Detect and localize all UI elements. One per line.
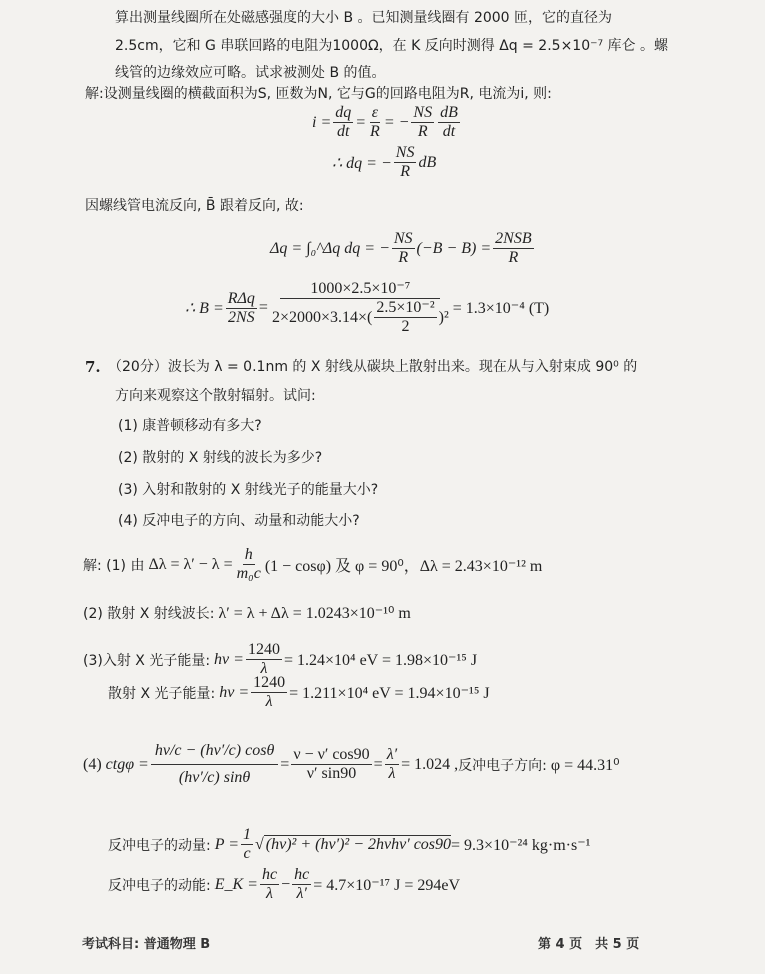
numerator: RΔq [227,289,255,307]
denominator: R [398,249,409,266]
numerator: 1240 [253,674,286,691]
denominator: dt [442,123,456,140]
equation-B [185,280,549,336]
denominator: λ′ [296,885,307,902]
page-number: 第 4 页 共 5 页 [538,937,640,952]
denominator: 2 [401,318,410,335]
eq-text: = 9.3×10⁻²⁴ kg·m·s⁻¹ [451,836,591,854]
eq-text: 反冲电子方向: [458,757,547,774]
eq-text: ctgφ = [105,755,149,773]
problem-line: 2.5cm，它和 G 串联回路的电阻为1000Ω，在 K 反向时测得 Δq = 2.5×10⁻⁷ 库仑 。螺 [115,38,669,54]
denominator: R [400,163,410,180]
numerator: dq [335,104,352,121]
solution-4 [83,738,620,791]
eq-text: (−B − B) = [416,239,492,257]
denominator: ν′ sin90 [306,765,357,782]
problem-line: （20分）波长为 λ = 0.1nm 的 X 射线从碳块上散射出来。现在从与入射束成 90⁰ 的 [108,359,638,375]
denominator: R [508,249,519,266]
eq-text: (2) 散射 X 射线波长: [83,606,215,622]
numerator: hc [294,866,310,883]
eq-text: = [258,299,268,316]
denominator: 2NS [228,308,255,326]
numerator: ε [371,104,379,121]
denominator: (hν′/c) sinθ [178,769,251,786]
problem-line: 线管的边缘效应可略。试求被测处 B 的值。 [115,65,386,81]
eq-text: )² [438,308,449,326]
eq-text: φ = 44.31⁰ [550,756,620,774]
exam-subject: 考试科目: 普通物理 B [82,937,211,952]
numerator: NS [395,144,415,161]
solution-3a [83,641,477,678]
eq-text: − [281,875,291,893]
question-item: (4) 反冲电子的方向、动量和动能大小? [118,513,360,529]
numerator: h [244,546,253,563]
recoil-kinetic-energy [108,866,460,903]
denominator: dt [337,123,350,140]
denominator: R [417,123,428,140]
numerator: 2.5×10⁻² [376,299,435,316]
numerator: 2NSB [495,230,532,247]
denominator [270,299,451,336]
denominator: λ [388,765,396,782]
eq-text: 反冲电子的动能: [108,877,211,894]
eq-text: = 4.7×10⁻¹⁷ J = 294eV [313,876,460,894]
eq-text: ∴ B = [185,300,224,317]
eq-text: = − [383,113,410,131]
denominator: c [243,845,251,862]
numerator: NS [413,104,433,121]
eq-text: E_K = [214,875,258,893]
denominator: λ [265,693,273,710]
eq-text: = [373,755,383,773]
eq-text: P = [214,835,239,853]
numerator: hc [261,866,278,883]
numerator: dB [440,104,458,121]
denominator: λ [266,885,273,902]
numerator: 1 [243,826,251,843]
question-item: (2) 散射的 X 射线的波长为多少? [118,450,323,466]
equation-delta-q [270,230,536,267]
eq-text: = 1.024 , [401,755,459,773]
eq-text: = 1.211×10⁴ eV = 1.94×10⁻¹⁵ J [289,684,490,702]
problem-number: 7. [85,358,101,376]
recoil-momentum: 反冲电子的动量: P = $\frac{1}{c}$ √ (hν)² + (hν′)² − 2hνhν′ cos90 = 9.3×10⁻²⁴ kg·m·s⁻¹ [108,826,591,862]
eq-text: (1 − cosφ) 及 φ = 90⁰，Δλ = 2.43×10⁻¹² m [264,558,543,575]
solution-3b [108,674,490,711]
denominator: R [370,123,380,140]
problem-line: 算出测量线圈所在处磁感强度的大小 B 。已知测量线圈有 2000 匝，它的直径为 [115,10,613,26]
numerator: 1000×2.5×10⁻⁷ [280,280,440,299]
denominator: m₀c [236,565,261,582]
equation-dq [332,144,436,181]
eq-text: = 1.24×10⁴ eV = 1.98×10⁻¹⁵ J [283,651,478,669]
eq-text: (3)入射 X 光子能量: [83,652,211,669]
equation-current [312,104,462,141]
eq-text: 解: (1) 由 [83,557,145,574]
eq-text: ∴ dq = − [332,154,392,172]
solution-2 [83,603,411,623]
eq-text: Δq = ∫₀^Δq dq = − [270,239,390,257]
question-item: (3) 入射和散射的 X 射线光子的能量大小? [118,482,379,498]
question-item: (1) 康普顿移动有多大? [118,418,262,434]
eq-text: λ′ = λ + Δλ = 1.0243×10⁻¹⁰ m [218,605,411,622]
problem-line: 方向来观察这个散射辐射。试问: [115,388,316,404]
solution-1 [83,546,542,583]
eq-text: 2×2000×3.14×( [271,308,373,326]
numerator: hν/c − (hν′/c) cosθ [151,738,278,765]
eq-text: i = [312,113,332,131]
eq-text: 反冲电子的动量: [108,837,211,854]
eq-text: = [355,113,367,131]
eq-text: = 1.3×10⁻⁴ (T) [452,300,550,317]
eq-text: hν = [219,683,250,701]
eq-text: hν = [214,650,244,668]
eq-text: 散射 X 光子能量: [108,685,216,702]
solution-intro: 解:设测量线圈的横截面积为S, 匝数为N, 它与G的回路电阻为R, 电流为i, 则: [85,86,552,102]
eq-text: (4) [83,755,102,773]
numerator: ν − ν′ cos90 [293,746,370,763]
numerator: 1240 [247,641,280,658]
sqrt-expression: (hν)² + (hν′)² − 2hνhν′ cos90 [265,836,452,853]
reverse-text: 因螺线管电流反向, B̄ 跟着反向, 故: [85,198,304,214]
eq-text: Δλ = λ′ − λ = [148,555,233,573]
numerator: NS [393,230,413,247]
denominator: λ [260,660,268,677]
eq-text: = [280,755,290,773]
numerator: λ′ [386,746,398,763]
eq-text: dB [418,153,437,171]
